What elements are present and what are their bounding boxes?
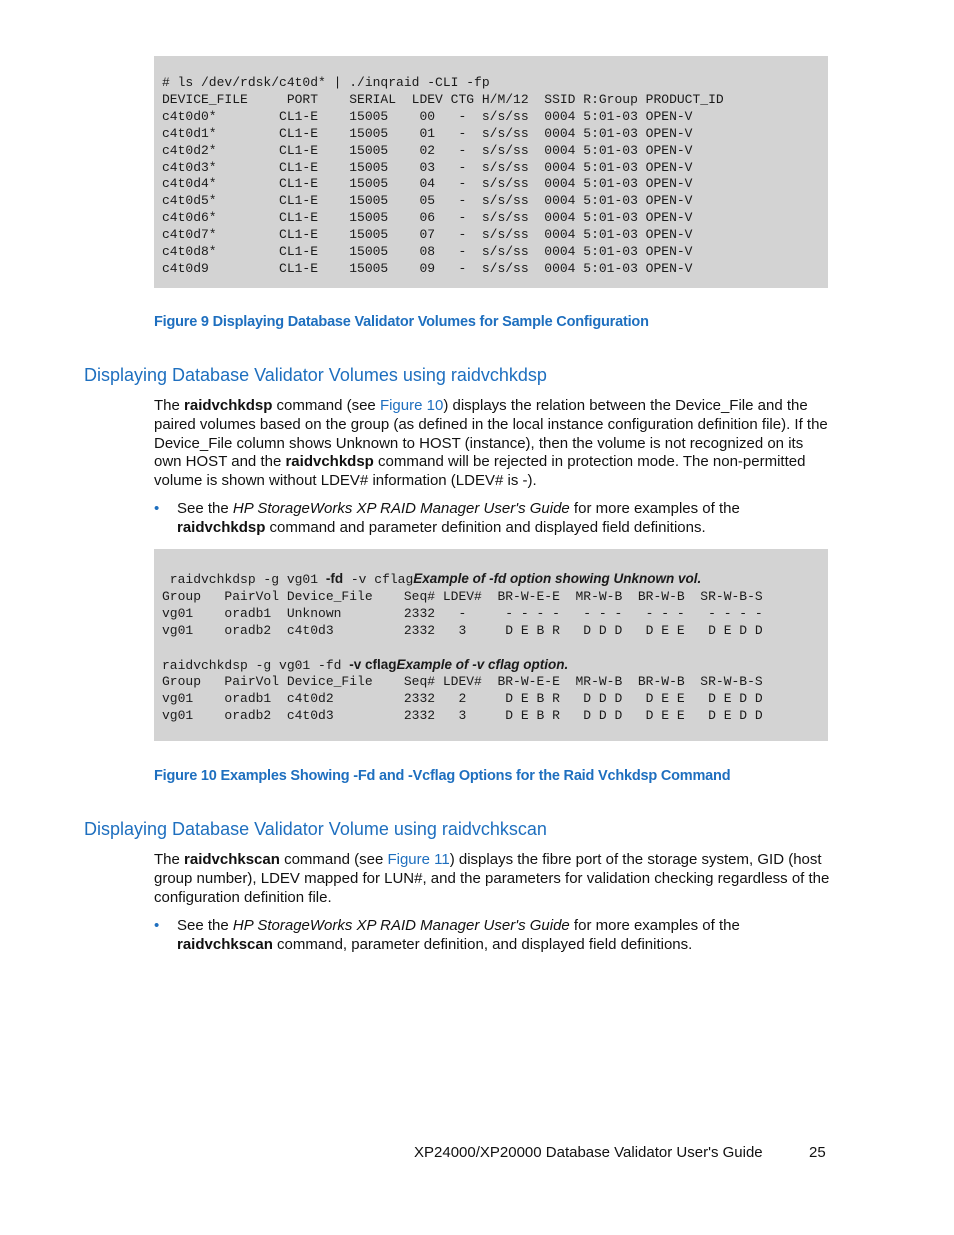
code-line: vg01 oradb1 c4t0d2 2332 2 D E B R D D D D E E D E D D bbox=[162, 691, 763, 707]
code-line: c4t0d9 CL1-E 15005 09 - s/s/ss 0004 5:01-03 OPEN-V bbox=[162, 260, 693, 276]
footer-title: XP24000/XP20000 Database Validator User's Guide bbox=[414, 1144, 763, 1161]
code-line: c4t0d2* CL1-E 15005 02 - s/s/ss 0004 5:01-03 OPEN-V bbox=[162, 142, 693, 158]
section-heading-raidvchkdsp: Displaying Database Validator Volumes using raidvchkdsp bbox=[84, 365, 547, 385]
code-line: DEVICE_FILE PORT SERIAL LDEV CTG H/M/12 SSID R:Group PRODUCT_ID bbox=[162, 91, 724, 107]
figure-10-link[interactable]: Figure 10 bbox=[379, 397, 444, 414]
figure-9-caption: Figure 9 Displaying Database Validator Volumes for Sample Configuration bbox=[154, 314, 649, 330]
code-line: # ls /dev/rdsk/c4t0d* | ./inqraid -CLI -fp bbox=[162, 75, 490, 90]
code-line: vg01 oradb1 Unknown 2332 - - - - - - - - - - - - - - - bbox=[162, 605, 763, 621]
figure-11-link[interactable]: Figure 11 bbox=[387, 851, 450, 868]
code-line: Group PairVol Device_File Seq# LDEV# BR-W-E-E MR-W-B BR-W-B SR-W-B-S bbox=[162, 588, 763, 604]
code-line: c4t0d5* CL1-E 15005 05 - s/s/ss 0004 5:01-03 OPEN-V bbox=[162, 193, 693, 209]
raidvchkscan-bullet: • See the HP StorageWorks XP RAID Manager User's Guide for more examples of the raidvchkscan command, parameter definition, and displayed field definitions. bbox=[154, 917, 740, 953]
bullet-icon: • bbox=[154, 917, 160, 934]
code-line: c4t0d7* CL1-E 15005 07 - s/s/ss 0004 5:01-03 OPEN-V bbox=[162, 227, 693, 243]
figure-10-lines: raidvchkdsp -g vg01 -fd -v cflagExample of -fd option showing Unknown vol. Group PairVol Device_File Seq# LDEV# BR-W-E-E MR-W-B BR-W-B SR-W-B-S vg01 oradb1 Unknown 2332 - - - - - - - - - - - - - - - vg01 oradb2 c4t0d3 2332 3 D E B R D D D D E E D E D D raidvchkdsp -g vg01 -fd -v cflagExample of -v cflag option. Group PairVol Device_File Seq# LDEV# BR-W-E-E MR-W-B BR-W-B SR-W-B-S vg01 oradb1 c4t0d2 2332 2 D E B R D D D D E E D E D D vg01 oradb2 c4t0d3 2332 3 D E B R D D D D E E D E D D bbox=[162, 571, 763, 724]
raidvchkdsp-paragraph: The raidvchkdsp command (see Figure 10) displays the relation between the Device_File and the paired volumes based on the group (as defined in the local instance configuration definition file). If the Device_File column shows Unknown to HOST (instance), then the volume is not recognized on its own HOST and the raidvchkdsp command will be rejected in protection mode. The non-permitted volume is shown without LDEV# information (LDEV# is -). bbox=[154, 397, 828, 490]
code-line: c4t0d0* CL1-E 15005 00 - s/s/ss 0004 5:01-03 OPEN-V bbox=[162, 108, 693, 124]
option-flag: -v cflag bbox=[349, 656, 397, 672]
code-line: c4t0d8* CL1-E 15005 08 - s/s/ss 0004 5:01-03 OPEN-V bbox=[162, 244, 693, 260]
code-line: c4t0d6* CL1-E 15005 06 - s/s/ss 0004 5:01-03 OPEN-V bbox=[162, 210, 693, 226]
bullet-icon: • bbox=[154, 500, 160, 517]
code-line: c4t0d4* CL1-E 15005 04 - s/s/ss 0004 5:01-03 OPEN-V bbox=[162, 176, 693, 192]
section-heading-raidvchkscan: Displaying Database Validator Volume using raidvchkscan bbox=[84, 819, 547, 839]
command-name: raidvchkscan bbox=[177, 935, 273, 953]
page-number: 25 bbox=[809, 1144, 826, 1161]
command-name: raidvchkdsp bbox=[285, 453, 374, 471]
raidvchkdsp-bullet: • See the HP StorageWorks XP RAID Manager User's Guide for more examples of the raidvchkdsp command and parameter definition and displayed field definitions. bbox=[154, 500, 740, 536]
code-line: c4t0d3* CL1-E 15005 03 - s/s/ss 0004 5:01-03 OPEN-V bbox=[162, 159, 693, 175]
raidvchkscan-paragraph: The raidvchkscan command (see Figure 11) displays the fibre port of the storage system, GID (host group number), LDEV mapped for LUN#, and the parameters for validation checking regardless of the configuration definition file. bbox=[154, 851, 830, 906]
figure-9-lines bbox=[162, 75, 828, 278]
code-line: vg01 oradb2 c4t0d3 2332 3 D E B R D D D D E E D E D D bbox=[162, 622, 763, 638]
figure-10-caption: Figure 10 Examples Showing -Fd and -Vcflag Options for the Raid Vchkdsp Command bbox=[154, 768, 731, 784]
code-line: vg01 oradb2 c4t0d3 2332 3 D E B R D D D D E E D E D D bbox=[162, 708, 763, 724]
figure-9-code-block bbox=[154, 56, 828, 288]
figure-10-code-block bbox=[154, 549, 828, 741]
code-line: c4t0d1* CL1-E 15005 01 - s/s/ss 0004 5:01-03 OPEN-V bbox=[162, 125, 693, 141]
example-note: Example of -fd option showing Unknown vol. bbox=[413, 571, 702, 586]
guide-title: HP StorageWorks XP RAID Manager User's Guide bbox=[232, 917, 570, 934]
command-name: raidvchkdsp bbox=[184, 397, 273, 414]
code-line: Group PairVol Device_File Seq# LDEV# BR-W-E-E MR-W-B BR-W-B SR-W-B-S bbox=[162, 674, 763, 690]
command-name: raidvchkdsp bbox=[177, 518, 266, 536]
example-note: Example of -v cflag option. bbox=[396, 656, 569, 672]
guide-title: HP StorageWorks XP RAID Manager User's Guide bbox=[232, 500, 570, 517]
option-flag: -fd bbox=[325, 571, 344, 586]
command-name: raidvchkscan bbox=[184, 851, 280, 868]
